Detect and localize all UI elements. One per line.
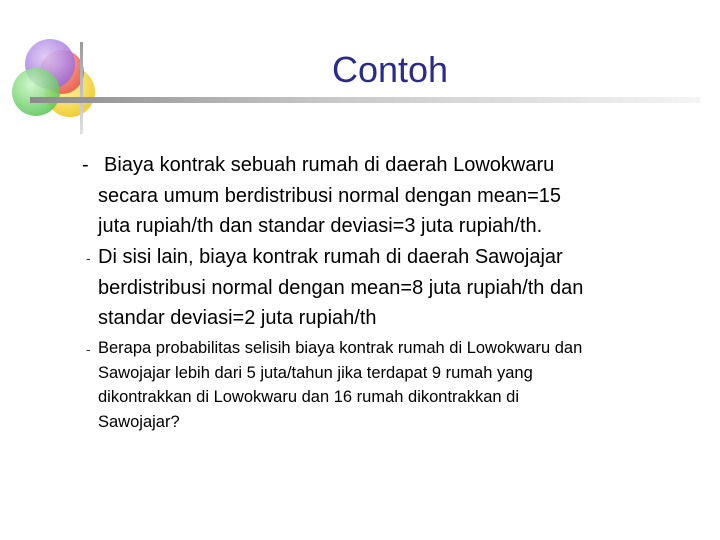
paragraph2-line-1: Di sisi lain, biaya kontrak rumah di daerah Sawojajar	[98, 246, 563, 268]
paragraph2-line-3: standar deviasi=2 juta rupiah/th	[98, 307, 377, 329]
paragraph3-line-2: Sawojajar lebih dari 5 juta/tahun jika terdapat 9 rumah yang	[98, 363, 533, 382]
paragraph1-line-3: juta rupiah/th dan standar deviasi=3 juta rupiah/th.	[98, 215, 543, 237]
paragraph3-line-1: Berapa probabilitas selisih biaya kontrak rumah di Lowokwaru dan	[98, 339, 583, 357]
green-circle	[12, 68, 60, 116]
paragraph1-line-2: secara umum berdistribusi normal dengan mean=15	[98, 184, 562, 207]
paragraph1-marker: -	[82, 154, 89, 176]
title-vertical-rule	[80, 42, 83, 134]
paragraph2-line-2: berdistribusi normal dengan mean=8 juta rupiah/th dan	[98, 276, 584, 299]
paragraph2-marker: -	[86, 250, 91, 266]
slide-title: Contoh	[331, 49, 449, 90]
title-horizontal-rule	[30, 97, 700, 103]
paragraph3-line-4: Sawojajar?	[98, 412, 180, 431]
paragraph3-marker: -	[86, 341, 91, 357]
decorative-circles-logo	[0, 0, 110, 140]
paragraph3-line-3: dikontrakkan di Lowokwaru dan 16 rumah dikontrakkan di	[98, 388, 519, 406]
paragraph1-line-1: Biaya kontrak sebuah rumah di daerah Lowokwaru	[104, 154, 555, 176]
